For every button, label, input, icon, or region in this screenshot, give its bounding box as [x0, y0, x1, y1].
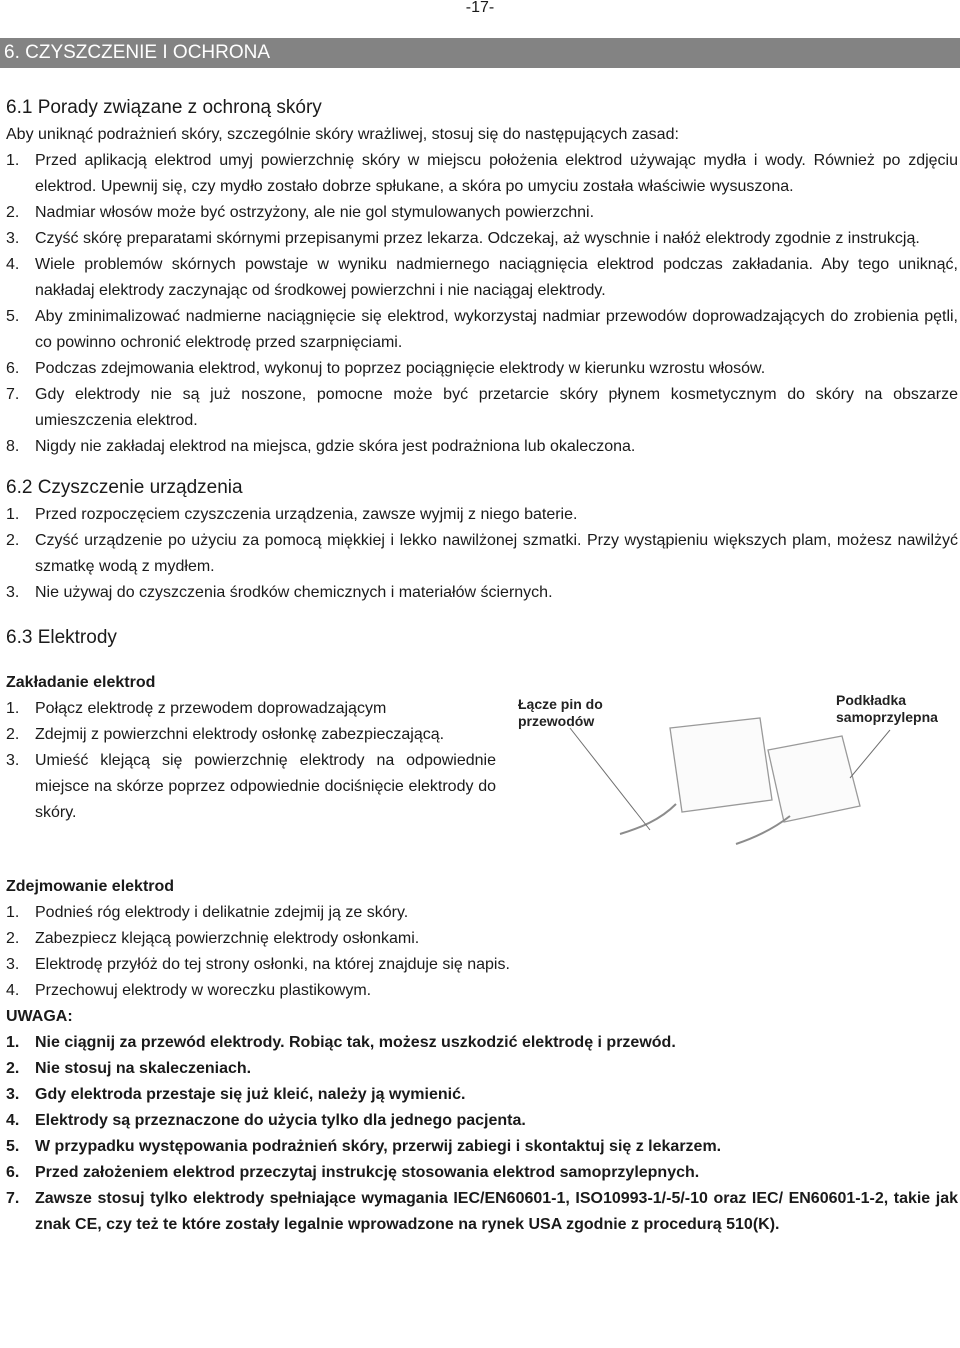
list-item: 5. Aby zminimalizować nadmierne naciągnięcie się elektrod, wykorzystaj nadmiar przewodów doprowadzających do zrobienia pętli, co powinno ochronić elektrodę przed szarpnięciami.: [6, 308, 958, 351]
list-item: 7. Zawsze stosuj tylko elektrody spełniające wymagania IEC/EN60601-1, ISO10993-1/-5/-10 oraz IEC/ EN60601-1-2, takie jak znak CE, czy też te które zostały legalnie wprowadzone na rynek USA zgodnie z procedurą 510(K).: [6, 1190, 958, 1233]
section-6-1-intro: Aby uniknąć podrażnień skóry, szczególnie skóry wrażliwej, stosuj się do następujących zasad:: [6, 126, 679, 143]
list-item: 3. Elektrodę przyłóż do tej strony osłonki, na której znajduje się napis.: [6, 956, 510, 973]
cleaning-list: [6, 502, 958, 606]
list-item: 4. Wiele problemów skórnych powstaje w wyniku nadmiernego naciągnięcia elektrod podczas zakładania. Aby tego uniknąć, nakładaj elektrody zaczynając od środkowej powierzchni i nie naciągaj elektrody.: [6, 256, 958, 299]
warning-list: [6, 1030, 958, 1238]
list-item: 1. Podnieś róg elektrody i delikatnie zdejmij ją ze skóry.: [6, 904, 409, 921]
section-6-3-title: 6.3 Elektrody: [6, 627, 117, 648]
list-item: 3. Umieść klejącą się powierzchnię elektrody na odpowiednie miejsce na skórze poprzez odpowiednie dociśnięcie elektrody do skóry.: [6, 752, 496, 821]
list-item: 4. Elektrody są przeznaczone do użycia tylko dla jednego pacjenta.: [6, 1112, 526, 1129]
list-item: 1. Nie ciągnij za przewód elektrody. Robiąc tak, możesz uszkodzić elektrodę i przewód.: [6, 1034, 676, 1051]
document-body: [6, 94, 958, 1238]
section-title-bar: 6. CZYSZCZENIE I OCHRONA: [0, 38, 960, 68]
list-item: 2. Nadmiar włosów może być ostrzyżony, ale nie gol stymulowanych powierzchni.: [6, 204, 595, 221]
list-item: 1. Przed rozpoczęciem czyszczenia urządzenia, zawsze wyjmij z niego baterie.: [6, 506, 578, 523]
wire-right: [736, 816, 790, 844]
wire-left: [620, 804, 676, 834]
leader-line-pin: [570, 728, 650, 830]
mounting-title: Zakładanie elektrod: [6, 674, 156, 691]
electrodes-illustration: [510, 688, 950, 848]
list-item: 4. Przechowuj elektrody w woreczku plastikowym.: [6, 982, 372, 999]
list-item: 5. W przypadku występowania podrażnień skóry, przerwij zabiegi i skontaktuj się z lekarzem.: [6, 1138, 722, 1155]
list-item: 6. Przed założeniem elektrod przeczytaj instrukcję stosowania elektrod samoprzylepnych.: [6, 1164, 700, 1181]
removal-title: Zdejmowanie elektrod: [6, 878, 175, 895]
list-item: 3. Nie używaj do czyszczenia środków chemicznych i materiałów ściernych.: [6, 584, 553, 601]
list-item: 1. Przed aplikacją elektrod umyj powierzchnię skóry w miejscu położenia elektrod używając mydła i wody. Również po zdjęciu elektrod. Upewnij się, czy mydło zostało dobrze spłukane, a skóra po umyciu została właściwie wysuszona.: [6, 152, 958, 195]
mounting-list: [6, 696, 496, 856]
electrode-diagram: [496, 692, 958, 856]
list-item: 2. Nie stosuj na skaleczeniach.: [6, 1060, 252, 1077]
list-item: 7. Gdy elektrody nie są już noszone, pomocne może być przetarcie skóry płynem kosmetycznym do skóry na obszarze umieszczenia elektrod.: [6, 386, 958, 429]
list-item: 3. Czyść skórę preparatami skórnymi przepisanymi przez lekarza. Odczekaj, aż wyschnie i nałóż elektrody zgodnie z instrukcją.: [6, 230, 920, 247]
warning-title: UWAGA:: [6, 1008, 73, 1025]
list-item: 3. Gdy elektroda przestaje się już kleić, należy ją wymienić.: [6, 1086, 466, 1103]
section-6-2-title: 6.2 Czyszczenie urządzenia: [6, 477, 243, 498]
list-item: 2. Zabezpiecz klejącą powierzchnię elektrody osłonkami.: [6, 930, 420, 947]
diagram-label-adhesive-pad: Podkładka samoprzylepna: [836, 692, 938, 725]
list-item: 2. Czyść urządzenie po użyciu za pomocą miękkiej i lekko nawilżonej szmatki. Przy wystąpieniu większych plam, możesz nawilżyć szmatkę wodą z mydłem.: [6, 532, 958, 575]
list-item: 2. Zdejmij z powierzchni elektrody osłonkę zabezpieczającą.: [6, 726, 445, 743]
skin-care-list: [6, 148, 958, 460]
leader-line-pad: [850, 730, 890, 778]
electrode-pad-right: [768, 736, 860, 822]
mounting-block: [6, 692, 958, 856]
list-item: 6. Podczas zdejmowania elektrod, wykonuj to poprzez pociągnięcie elektrody w kierunku wzrostu włosów.: [6, 360, 766, 377]
list-item: 1. Połącz elektrodę z przewodem doprowadzającym: [6, 700, 387, 717]
page-number: -17-: [465, 0, 495, 16]
section-6-1-title: 6.1 Porady związane z ochroną skóry: [6, 97, 322, 118]
removal-list: [6, 900, 958, 1004]
electrode-pad-left: [670, 718, 772, 812]
diagram-label-pin-connector: Łącze pin do przewodów: [518, 696, 603, 729]
list-item: 8. Nigdy nie zakładaj elektrod na miejsca, gdzie skóra jest podrażniona lub okaleczona.: [6, 438, 636, 455]
